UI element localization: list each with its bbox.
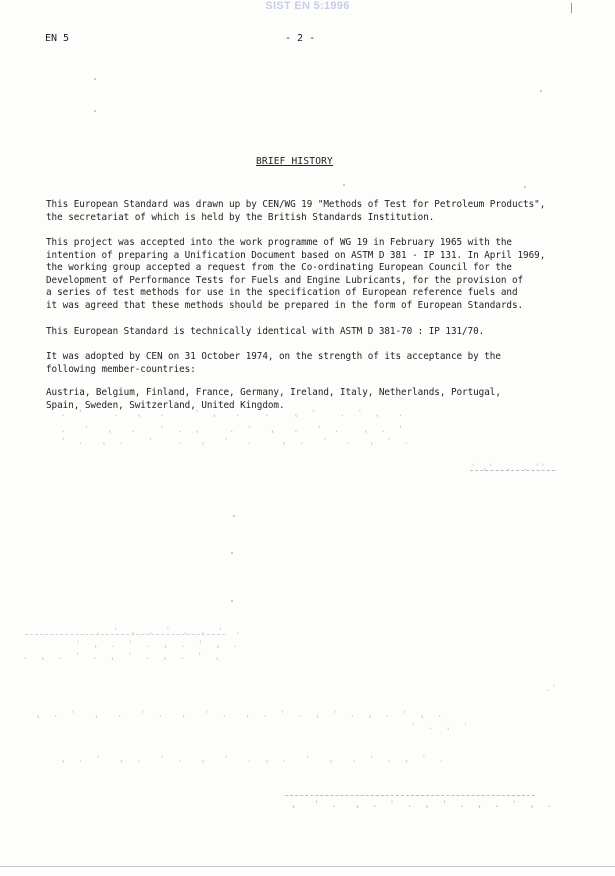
paragraph-adoption: It was adopted by CEN on 31 October 1974, on the strength of its acceptance by the following member-countries: — [46, 351, 501, 375]
divider — [0, 866, 615, 867]
show-through-noise: . ' , . ' . , ' . — [95, 627, 241, 637]
speck — [231, 552, 233, 554]
show-through-noise: ' , . ' — [410, 722, 469, 732]
show-through-noise: '. — [545, 684, 557, 694]
speck — [540, 90, 542, 92]
watermark: SIST EN 5:1996 — [265, 0, 350, 12]
member-countries-list: Austria, Belgium, Finland, France, Germany, Ireland, Italy, Netherlands, Portugal, Spain, Sweden, Switzerland, United Kingdom. — [46, 387, 501, 411]
corner-mark — [571, 3, 576, 13]
show-through-noise: . , ' . , . ' . , ' — [75, 640, 238, 650]
show-through-noise: . , ' . , . ' , . ' . , . ' , . ' . , ' . , — [35, 710, 443, 720]
speck — [231, 600, 233, 602]
show-through-noise: '' . , ', ' — [470, 463, 546, 473]
document-code: EN 5 — [45, 33, 70, 44]
show-through-noise: . , ' . ' , . . , ' . , . ' . — [60, 409, 404, 419]
show-through-noise: ' . , . ' . , ' . , . ' . , ' . — [60, 425, 404, 435]
section-title: BRIEF HISTORY — [256, 156, 333, 167]
paragraph-project-history: This project was accepted into the work programme of WG 19 in February 1965 with the intention of preparing a Unification Document based on ASTM D 381 - IP 131. In April 1969, the working group accepted a request from the Co-ordinating European Council for the Development of Performance Tests for Fuels and Engine Lubricants, for the provision of a series of test methods for use in the specification of European reference fuels and it was agreed that these methods should be prepared in the form of European Standards. — [46, 237, 546, 311]
paragraph-equivalence: This European Standard is technically identical with ASTM D 381-70 : IP 131/70. — [46, 326, 485, 337]
page-number: - 2 - — [285, 33, 316, 44]
show-through-noise: , ' . , . ' , . ' . , . — [22, 652, 220, 662]
speck — [343, 184, 345, 186]
divider — [285, 795, 535, 796]
speck — [233, 515, 235, 517]
speck — [94, 78, 96, 80]
divider — [25, 634, 225, 635]
show-through-noise: . , ' . , . ' , . ' . , . ' , — [290, 800, 552, 810]
show-through-noise: . ' , . ' . , ' . , . ' , . ' . , ' . , — [60, 755, 445, 765]
divider — [470, 470, 555, 471]
speck — [524, 186, 526, 188]
speck — [94, 110, 96, 112]
show-through-noise: . ' , . ' . , . ' , . ' . , . ' — [60, 437, 410, 447]
paragraph-origin: This European Standard was drawn up by CEN/WG 19 "Methods of Test for Petroleum Products", the secretariat of which is held by the British Standards Institution. — [46, 199, 546, 223]
